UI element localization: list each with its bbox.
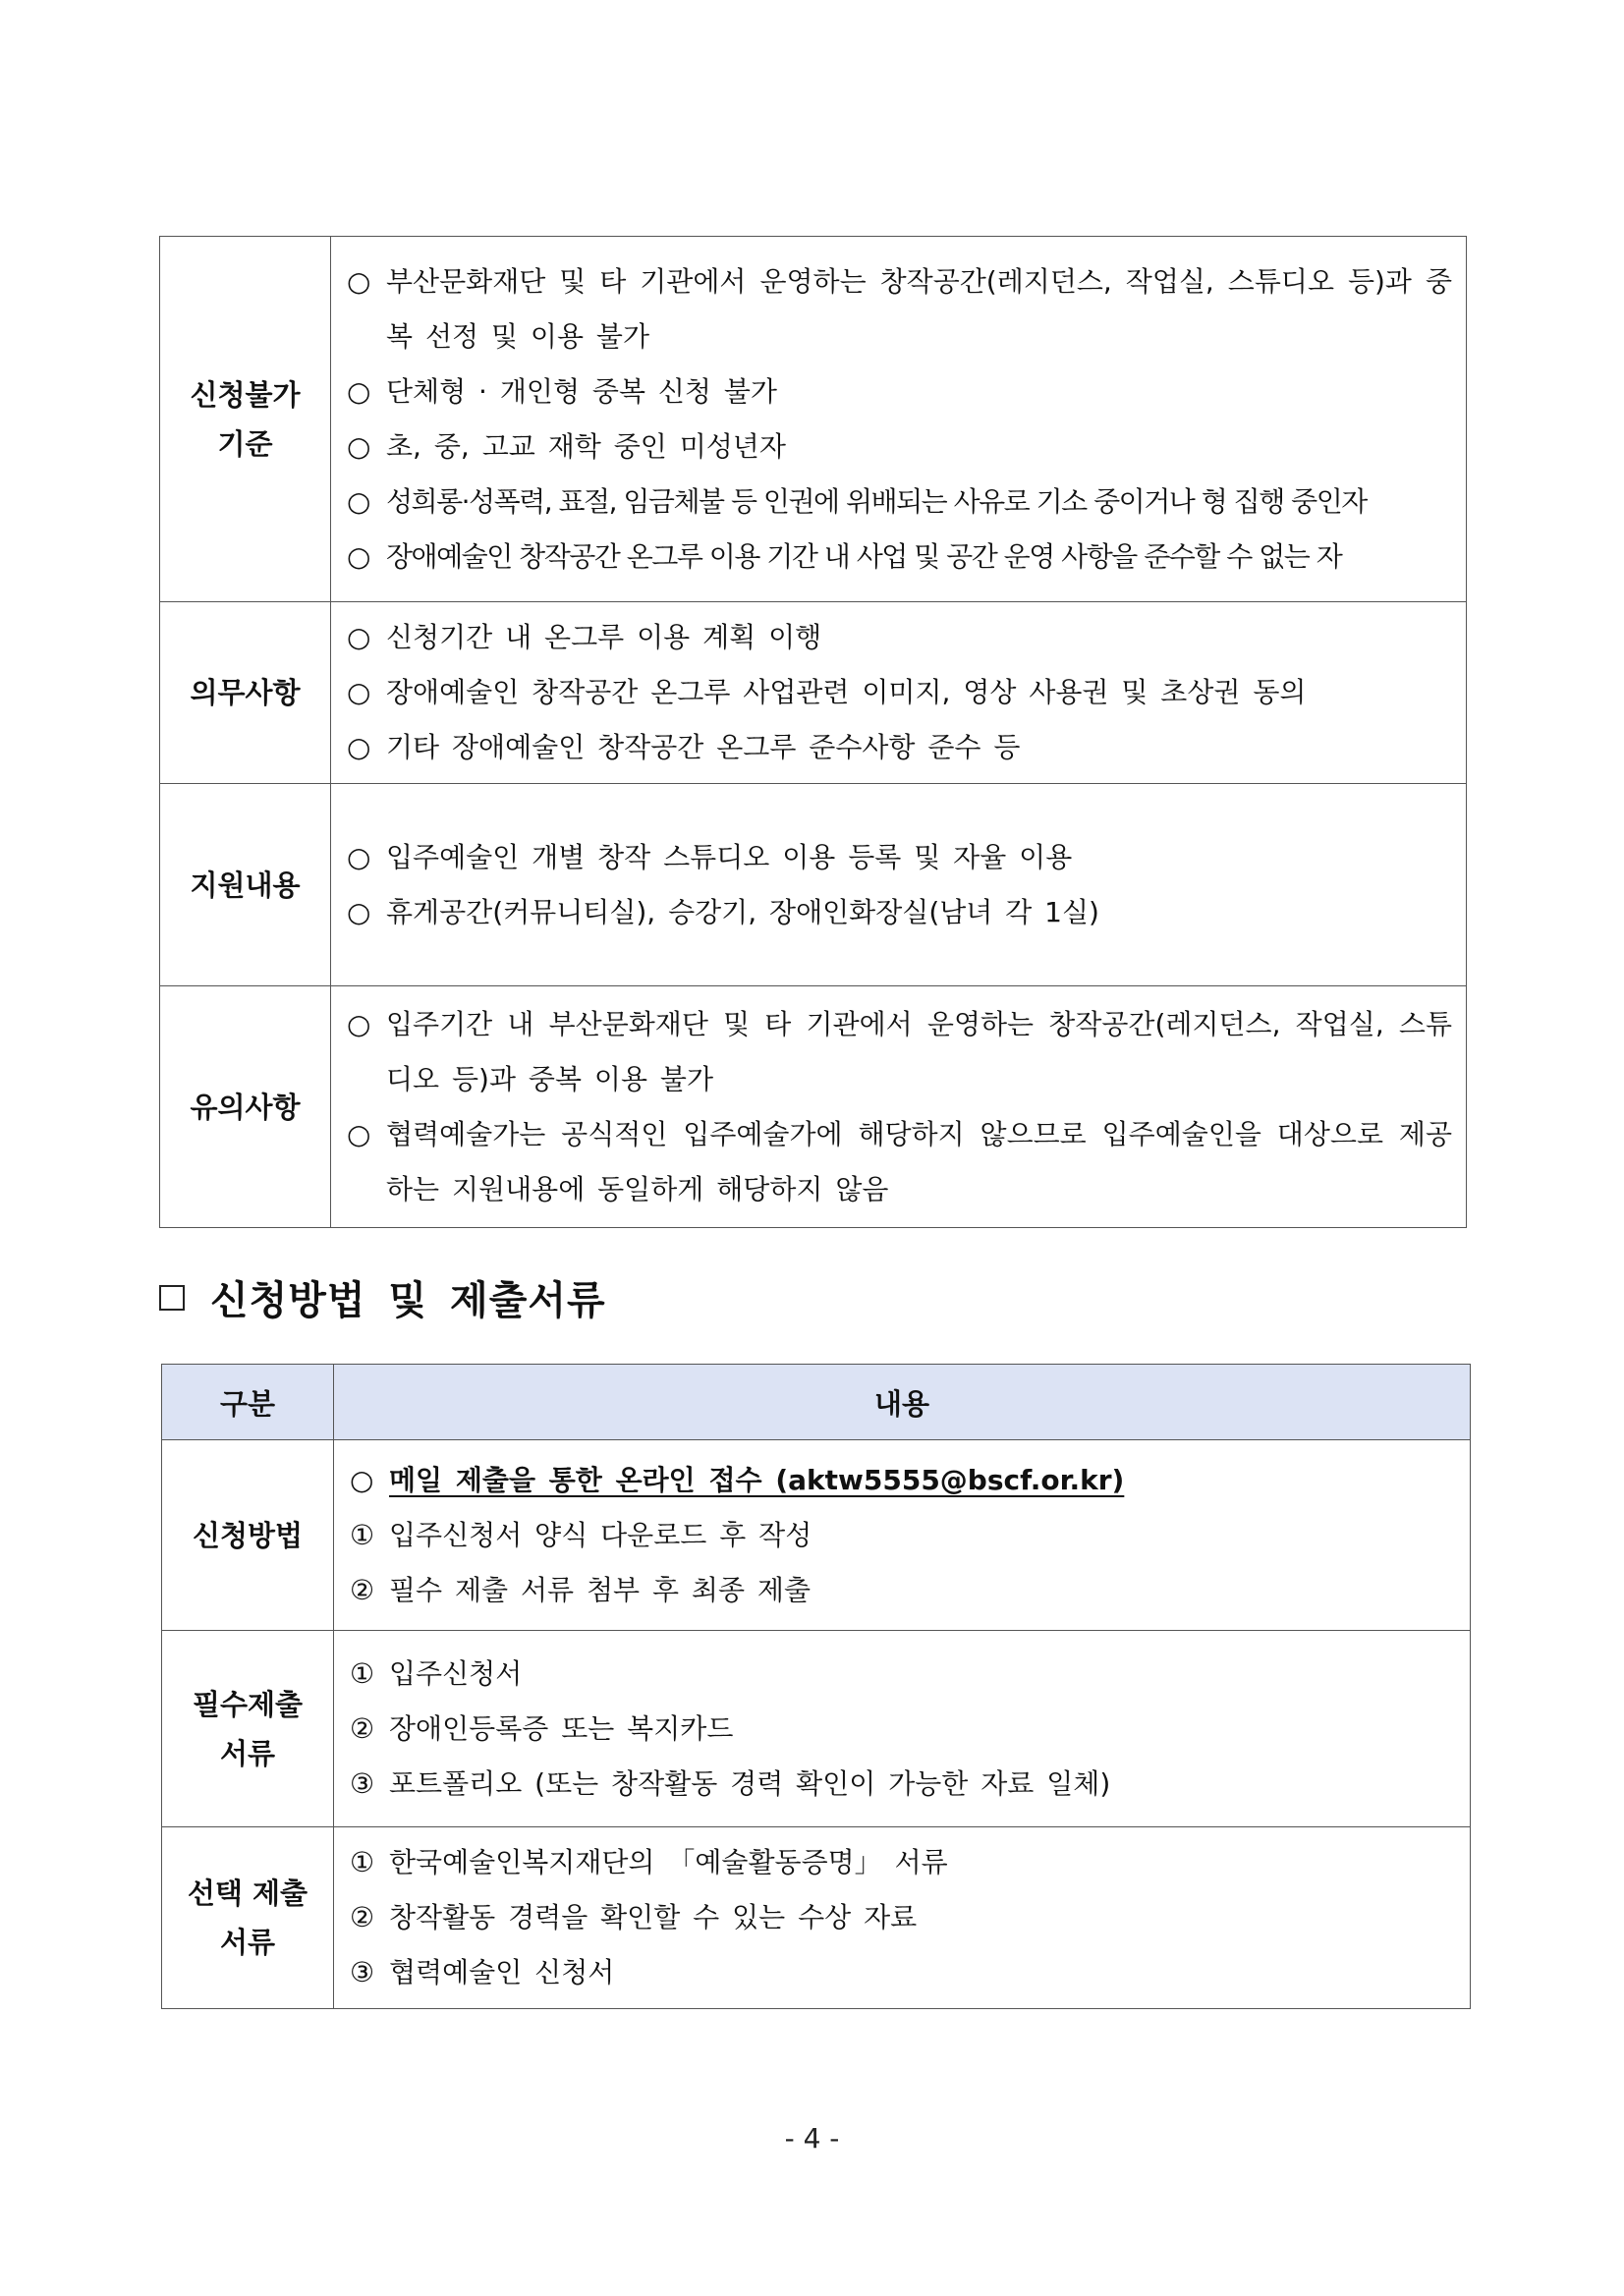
column-header-content: 내용: [334, 1365, 1471, 1440]
item-text: 포트폴리오 (또는 창작활동 경력 확인이 가능한 자료 일체): [389, 1766, 1111, 1800]
section-heading: [159, 1269, 606, 1325]
list-item: [347, 665, 1452, 720]
numbered-marker: ①: [350, 1656, 375, 1690]
item-text: 장애예술인 창작공간 온그루 사업관련 이미지, 영상 사용권 및 초상권 동의: [386, 676, 1307, 708]
numbered-marker: ②: [350, 1573, 375, 1606]
item-text: 초, 중, 고교 재학 중인 미성년자: [386, 429, 786, 463]
circle-bullet-icon: ○: [347, 484, 371, 518]
list-item: [347, 1107, 1452, 1217]
list-item: [347, 254, 1452, 364]
table-row: [162, 1440, 1471, 1631]
table-row: [160, 602, 1467, 784]
circle-bullet-icon: ○: [350, 1463, 374, 1496]
item-text: 단체형 · 개인형 중복 신청 불가: [386, 374, 777, 408]
column-header-category: 구분: [162, 1365, 334, 1440]
application-table: [161, 1364, 1471, 2009]
list-item: [350, 1890, 1456, 1945]
checkbox-square-icon: [159, 1285, 185, 1311]
circle-bullet-icon: ○: [347, 1007, 371, 1040]
table-row: [160, 986, 1467, 1228]
page-number: - 4 -: [784, 2122, 840, 2155]
row-content-method: [334, 1440, 1471, 1631]
list-item: [347, 364, 1452, 420]
table-row: [160, 237, 1467, 602]
section-title: 신청방법 및 제출서류: [210, 1278, 606, 1323]
item-text: 기타 장애예술인 창작공간 온그루 준수사항 준수 등: [386, 731, 1021, 763]
item-text: 한국예술인복지재단의 「예술활동증명」 서류: [389, 1846, 948, 1878]
row-label-optional-docs: [162, 1827, 334, 2009]
row-label-obligations: [160, 602, 331, 784]
label-line: 신청방법: [192, 1518, 304, 1552]
circle-bullet-icon: ○: [347, 621, 371, 653]
label-line: 신청불가: [190, 377, 301, 412]
label-line: 기준: [217, 426, 273, 461]
list-item: [350, 1647, 1456, 1702]
row-content-optional-docs: [334, 1827, 1471, 2009]
item-text: 신청기간 내 온그루 이용 계획 이행: [386, 621, 822, 653]
eligibility-table: [159, 236, 1467, 1228]
item-text: 협력예술인 신청서: [389, 1956, 615, 1988]
table-row: [162, 1631, 1471, 1827]
item-text: 휴게공간(커뮤니티실), 승강기, 장애인화장실(남녀 각 1실): [386, 895, 1099, 928]
list-item: [347, 885, 1452, 940]
list-item: [347, 475, 1452, 530]
circle-bullet-icon: ○: [347, 731, 371, 763]
item-text: 입주신청서: [389, 1656, 523, 1690]
row-content-ineligible: [331, 237, 1467, 602]
item-text: 창작활동 경력을 확인할 수 있는 수상 자료: [389, 1901, 918, 1933]
row-label-notes: [160, 986, 331, 1228]
email-submission-link[interactable]: 메일 제출을 통한 온라인 접수 (aktw5555@bscf.or.kr): [389, 1463, 1125, 1496]
numbered-marker: ③: [350, 1766, 375, 1800]
circle-bullet-icon: ○: [347, 676, 371, 708]
circle-bullet-icon: ○: [347, 895, 371, 928]
row-content-notes: [331, 986, 1467, 1228]
label-line: 유의사항: [190, 1090, 301, 1124]
numbered-marker: ②: [350, 1711, 375, 1745]
item-text: 장애인등록증 또는 복지카드: [389, 1711, 734, 1745]
list-item: [350, 1945, 1456, 2000]
row-label-support: [160, 784, 331, 986]
row-content-support: [331, 784, 1467, 986]
list-item: [350, 1453, 1456, 1508]
item-text: 입주예술인 개별 창작 스튜디오 이용 등록 및 자율 이용: [386, 840, 1073, 873]
list-item: [350, 1702, 1456, 1757]
circle-bullet-icon: ○: [347, 429, 371, 463]
circle-bullet-icon: ○: [347, 539, 371, 573]
numbered-marker: ③: [350, 1956, 375, 1988]
table-header-row: [162, 1365, 1471, 1440]
row-label-method: [162, 1440, 334, 1631]
row-content-obligations: [331, 602, 1467, 784]
list-item: [347, 720, 1452, 775]
row-content-required-docs: [334, 1631, 1471, 1827]
list-item: [347, 610, 1452, 665]
table-row: [160, 784, 1467, 986]
item-text: 입주신청서 양식 다운로드 후 작성: [389, 1518, 812, 1551]
circle-bullet-icon: ○: [347, 264, 371, 298]
label-line: 필수제출: [192, 1687, 304, 1721]
item-text: 입주기간 내 부산문화재단 및 타 기관에서 운영하는 창작공간(레지던스, 작업실, 스튜디오 등)과 중복 이용 불가: [386, 1007, 1452, 1095]
list-item: [347, 530, 1452, 585]
table-row: [162, 1827, 1471, 2009]
label-line: 서류: [219, 1736, 276, 1770]
circle-bullet-icon: ○: [347, 1117, 371, 1150]
list-item: [350, 1508, 1456, 1563]
label-line: 지원내용: [190, 868, 301, 902]
numbered-marker: ①: [350, 1518, 375, 1551]
circle-bullet-icon: ○: [347, 374, 371, 408]
list-item: [350, 1757, 1456, 1812]
list-item: [350, 1835, 1456, 1890]
circle-bullet-icon: ○: [347, 840, 371, 873]
item-text: 부산문화재단 및 타 기관에서 운영하는 창작공간(레지던스, 작업실, 스튜디오 등)과 중복 선정 및 이용 불가: [386, 264, 1452, 353]
item-text: 필수 제출 서류 첨부 후 최종 제출: [389, 1573, 812, 1606]
label-line: 선택 제출: [187, 1876, 308, 1910]
list-item: [347, 420, 1452, 475]
label-line: 서류: [219, 1926, 276, 1959]
label-line: 의무사항: [190, 676, 301, 709]
item-text: 장애예술인 창작공간 온그루 이용 기간 내 사업 및 공간 운영 사항을 준수할 수 없는 자: [386, 539, 1342, 573]
item-text: 성희롱·성폭력, 표절, 임금체불 등 인권에 위배되는 사유로 기소 중이거나 형 집행 중인자: [386, 484, 1367, 518]
row-label-ineligible: [160, 237, 331, 602]
numbered-marker: ②: [350, 1901, 375, 1933]
list-item: [350, 1563, 1456, 1618]
item-text: 협력예술가는 공식적인 입주예술가에 해당하지 않으므로 입주예술인을 대상으로 제공하는 지원내용에 동일하게 해당하지 않음: [386, 1117, 1452, 1205]
list-item: [347, 830, 1452, 885]
list-item: [347, 997, 1452, 1107]
numbered-marker: ①: [350, 1846, 375, 1878]
row-label-required-docs: [162, 1631, 334, 1827]
